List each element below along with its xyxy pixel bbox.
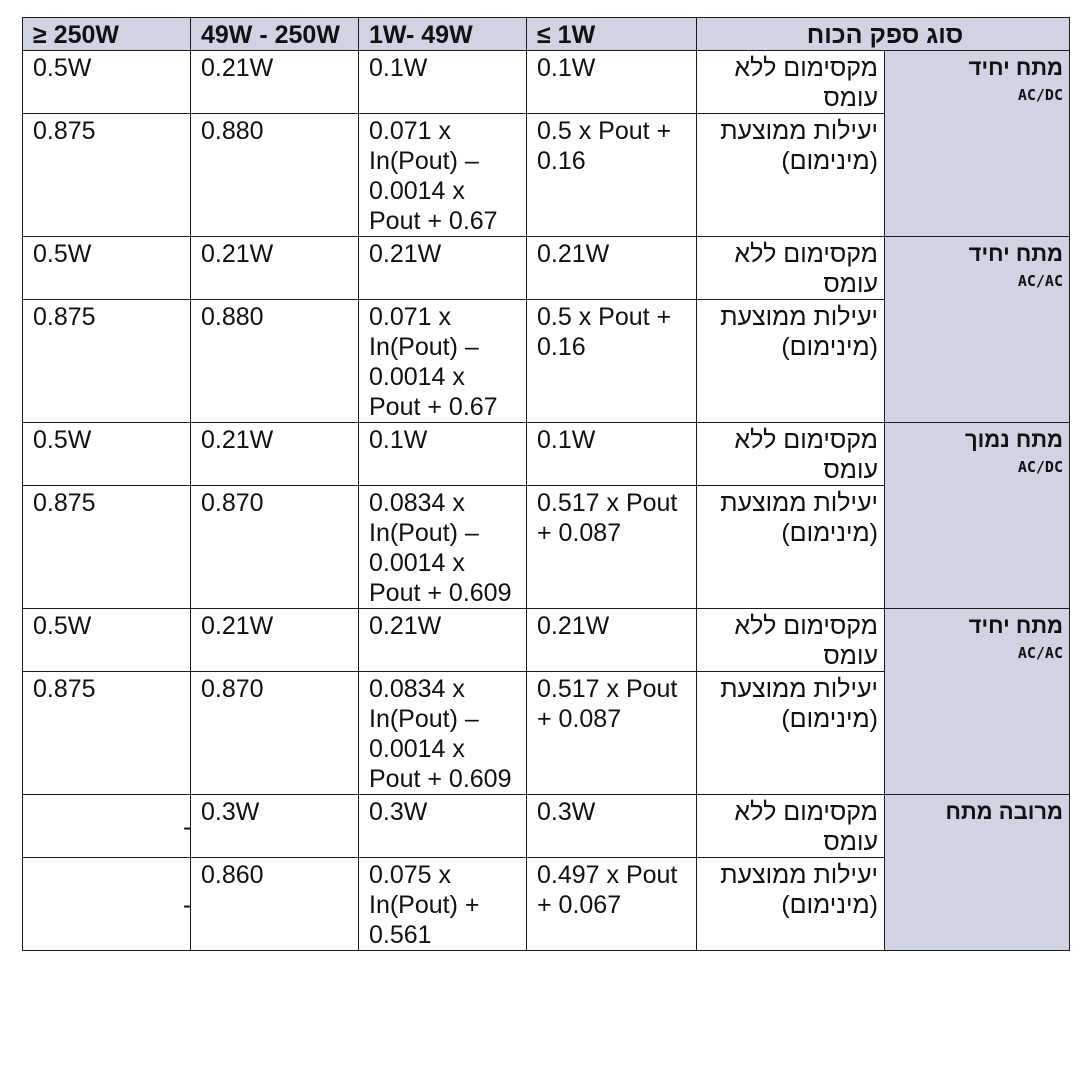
cell-no-load-le-1w: 0.1W: [527, 51, 697, 114]
cell-efficiency-49w-250w: 0.870: [191, 486, 359, 609]
param-avg-efficiency: יעילות ממוצעת (מינימום): [697, 672, 885, 795]
supply-type-subtitle: AC/DC: [1017, 458, 1063, 476]
cell-no-load-1w-49w: 0.21W: [359, 237, 527, 300]
header-le-1w: ≤ 1W: [527, 18, 697, 51]
cell-efficiency-le-1w: 0.517 x Pout + 0.087: [527, 486, 697, 609]
param-avg-efficiency: יעילות ממוצעת (מינימום): [697, 486, 885, 609]
param-avg-efficiency: יעילות ממוצעת (מינימום): [697, 300, 885, 423]
header-row: [23, 18, 1070, 51]
cell-efficiency-ge-250w: 0.875: [23, 300, 191, 423]
cell-no-load-1w-49w: 0.21W: [359, 609, 527, 672]
cell-efficiency-49w-250w: 0.860: [191, 858, 359, 951]
dash-value: -: [183, 891, 192, 919]
cell-efficiency-49w-250w: 0.870: [191, 672, 359, 795]
supply-type-group: [885, 609, 1070, 795]
cell-no-load-1w-49w: 0.1W: [359, 51, 527, 114]
table-row: [23, 795, 1070, 858]
cell-efficiency-1w-49w: 0.0834 x In(Pout) – 0.0014 x Pout + 0.609: [359, 672, 527, 795]
supply-type-title: מתח יחיד: [968, 55, 1063, 80]
table-row: [23, 609, 1070, 672]
cell-efficiency-ge-250w: 0.875: [23, 114, 191, 237]
power-supply-spec-table: [22, 17, 1070, 951]
header-ge-250w: ≥ 250W: [23, 18, 191, 51]
supply-type-subtitle: AC/AC: [1017, 644, 1063, 662]
cell-efficiency-ge-250w: 0.875: [23, 486, 191, 609]
param-max-no-load: מקסימום ללא עומס: [697, 237, 885, 300]
table-row: [23, 423, 1070, 486]
param-max-no-load: מקסימום ללא עומס: [697, 423, 885, 486]
cell-no-load-49w-250w: 0.21W: [191, 423, 359, 486]
cell-no-load-ge-250w: 0.5W: [23, 423, 191, 486]
cell-no-load-1w-49w: 0.1W: [359, 423, 527, 486]
cell-no-load-49w-250w: 0.3W: [191, 795, 359, 858]
cell-no-load-le-1w: 0.1W: [527, 423, 697, 486]
supply-type-group: [885, 51, 1070, 237]
param-avg-efficiency: יעילות ממוצעת (מינימום): [697, 114, 885, 237]
supply-type-group: [885, 795, 1070, 951]
cell-no-load-ge-250w: [23, 795, 191, 858]
cell-efficiency-le-1w: 0.517 x Pout + 0.087: [527, 672, 697, 795]
cell-no-load-1w-49w: 0.3W: [359, 795, 527, 858]
cell-no-load-le-1w: 0.21W: [527, 237, 697, 300]
cell-efficiency-ge-250w: [23, 858, 191, 951]
cell-no-load-ge-250w: 0.5W: [23, 609, 191, 672]
param-max-no-load: מקסימום ללא עומס: [697, 51, 885, 114]
cell-efficiency-49w-250w: 0.880: [191, 114, 359, 237]
cell-efficiency-le-1w: 0.5 x Pout + 0.16: [527, 114, 697, 237]
supply-type-subtitle: AC/DC: [1017, 86, 1063, 104]
cell-no-load-49w-250w: 0.21W: [191, 237, 359, 300]
cell-efficiency-le-1w: 0.5 x Pout + 0.16: [527, 300, 697, 423]
cell-efficiency-49w-250w: 0.880: [191, 300, 359, 423]
supply-type-group: [885, 423, 1070, 609]
dash-value: -: [183, 813, 192, 841]
supply-type-title: מתח יחיד: [968, 241, 1063, 266]
header-supply-type: סוג ספק הכוח: [697, 18, 1070, 51]
cell-no-load-ge-250w: 0.5W: [23, 51, 191, 114]
param-avg-efficiency: יעילות ממוצעת (מינימום): [697, 858, 885, 951]
cell-efficiency-1w-49w: 0.0834 x In(Pout) – 0.0014 x Pout + 0.609: [359, 486, 527, 609]
supply-type-subtitle: AC/AC: [1017, 272, 1063, 290]
cell-efficiency-le-1w: 0.497 x Pout + 0.067: [527, 858, 697, 951]
table-row: [23, 237, 1070, 300]
supply-type-title: מתח יחיד: [968, 613, 1063, 638]
cell-no-load-le-1w: 0.21W: [527, 609, 697, 672]
param-max-no-load: מקסימום ללא עומס: [697, 795, 885, 858]
param-max-no-load: מקסימום ללא עומס: [697, 609, 885, 672]
supply-type-group: [885, 237, 1070, 423]
cell-efficiency-1w-49w: 0.071 x In(Pout) – 0.0014 x Pout + 0.67: [359, 114, 527, 237]
cell-no-load-49w-250w: 0.21W: [191, 51, 359, 114]
cell-efficiency-1w-49w: 0.075 x In(Pout) + 0.561: [359, 858, 527, 951]
cell-no-load-le-1w: 0.3W: [527, 795, 697, 858]
header-49w-250w: 49W - 250W: [191, 18, 359, 51]
supply-type-title: מתח נמוך: [964, 427, 1063, 452]
cell-efficiency-1w-49w: 0.071 x In(Pout) – 0.0014 x Pout + 0.67: [359, 300, 527, 423]
table-row: [23, 51, 1070, 114]
cell-no-load-ge-250w: 0.5W: [23, 237, 191, 300]
cell-efficiency-ge-250w: 0.875: [23, 672, 191, 795]
cell-no-load-49w-250w: 0.21W: [191, 609, 359, 672]
supply-type-title: מרובה מתח: [945, 799, 1063, 824]
header-1w-49w: 1W- 49W: [359, 18, 527, 51]
